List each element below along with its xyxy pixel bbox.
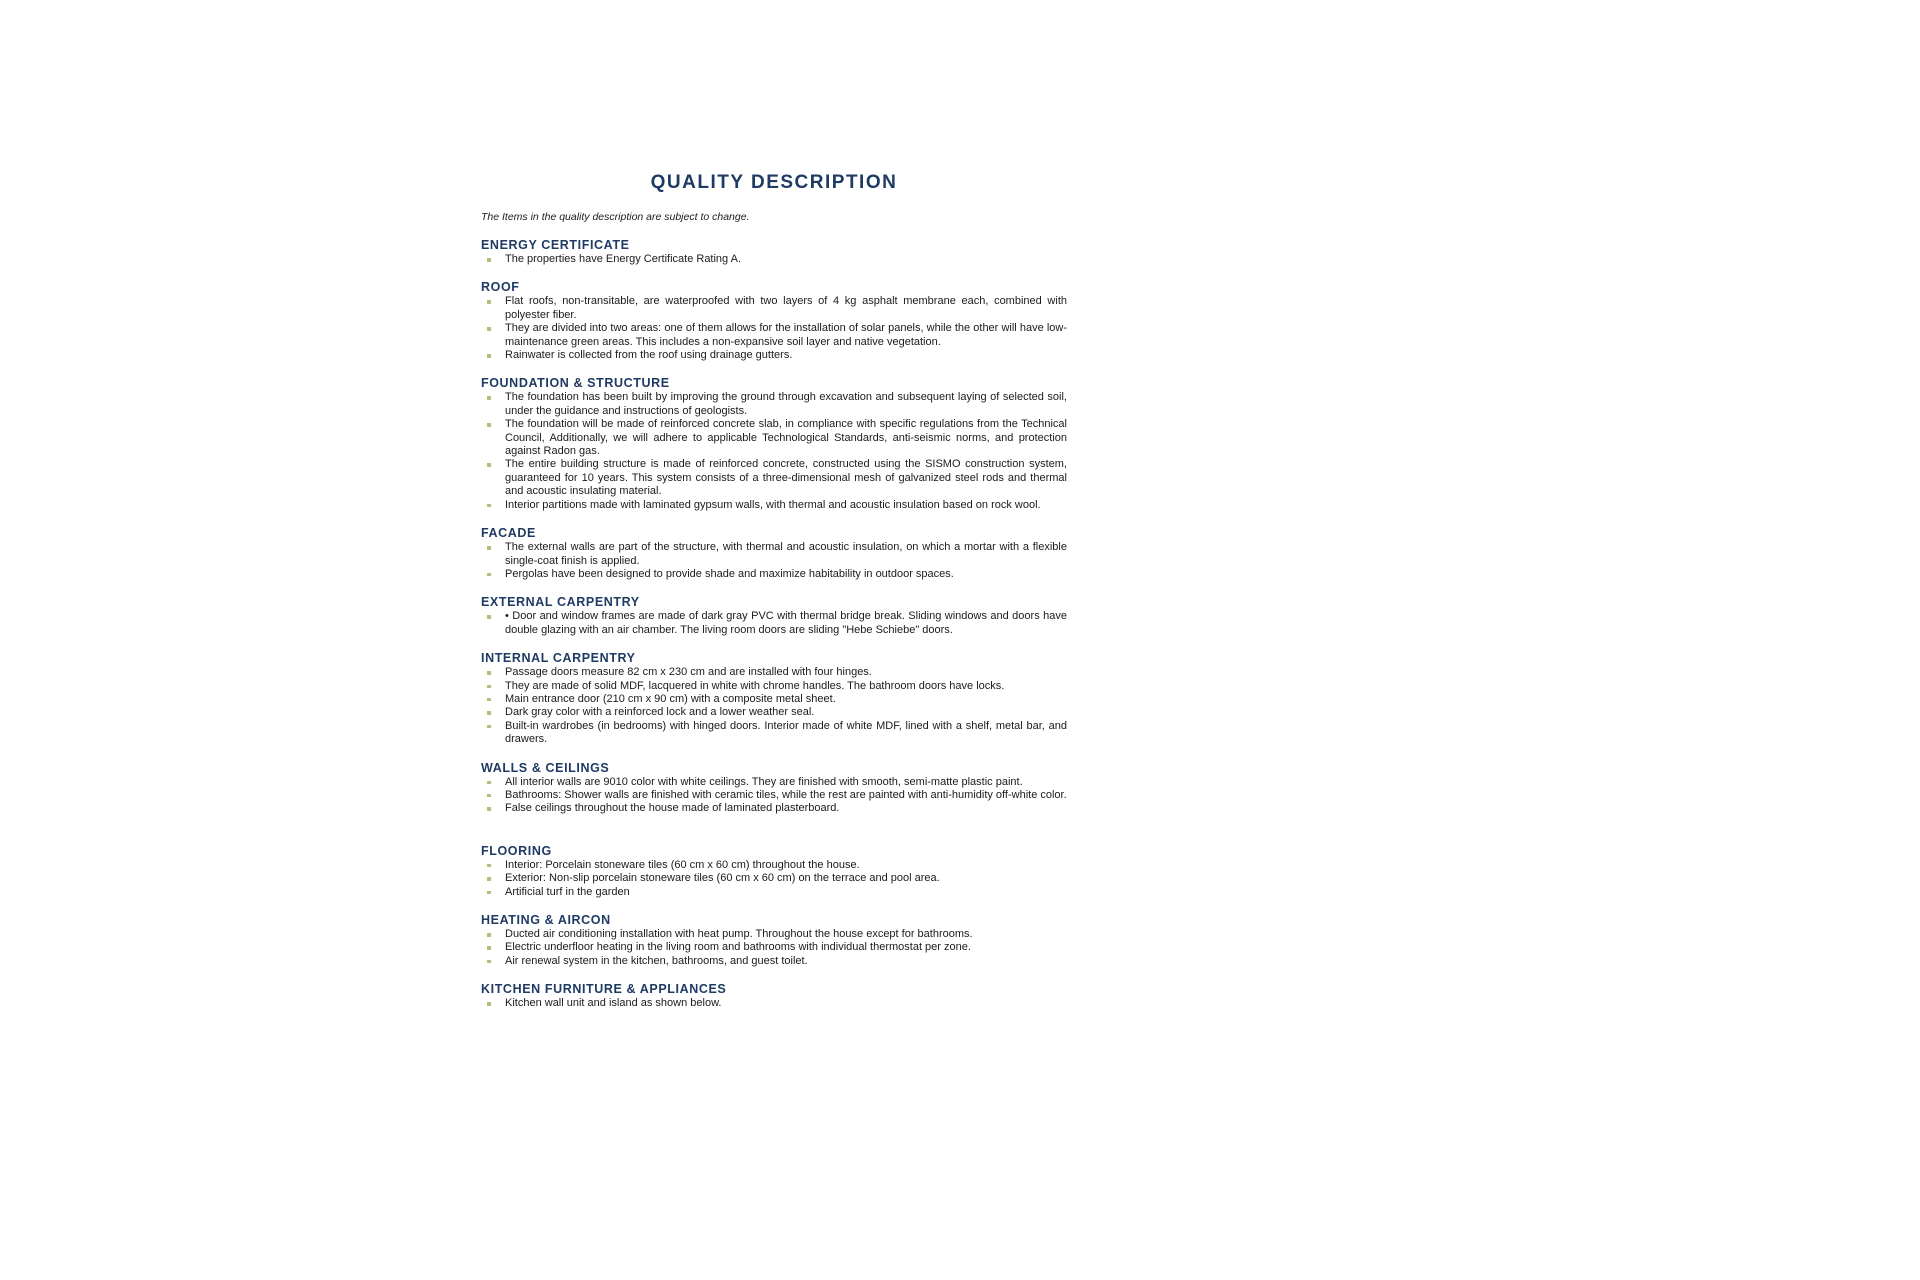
section-heading: HEATING & AIRCON	[481, 913, 611, 927]
section-walls-ceilings	[481, 761, 1067, 816]
bullet-icon	[481, 295, 505, 308]
list-item	[481, 391, 1067, 418]
list-item-text: Passage doors measure 82 cm x 230 cm and are installed with four hinges.	[505, 666, 872, 679]
list-item-text: They are divided into two areas: one of them allows for the installation of solar panels, while the other will have low-maintenance green areas. This includes a non-expansive soil layer and native vegetation.	[505, 322, 1067, 348]
list-item-text: Interior partitions made with laminated gypsum walls, with thermal and acoustic insulation based on rock wool.	[505, 498, 1041, 511]
list-item	[481, 541, 1067, 568]
list-item	[481, 499, 1067, 512]
bullet-icon	[481, 859, 505, 872]
list-item-text: • Door and window frames are made of dark gray PVC with thermal bridge break. Sliding windows and doors have double glazing with an air chamber. The living room doors are sliding "Hebe Schiebe" doors.	[505, 610, 1067, 636]
bullet-icon	[481, 955, 505, 968]
list-item-text: Artificial turf in the garden	[505, 885, 630, 898]
list-item-text: Pergolas have been designed to provide shade and maximize habitability in outdoor spaces.	[505, 567, 954, 580]
bullet-icon	[481, 997, 505, 1010]
bullet-icon	[481, 253, 505, 266]
bullet-icon	[481, 610, 505, 623]
document-page	[481, 172, 1067, 1011]
bullet-icon	[481, 928, 505, 941]
list-item-text: Built-in wardrobes (in bedrooms) with hinged doors. Interior made of white MDF, lined with a shelf, metal bar, and drawers.	[505, 719, 1067, 746]
bullet-icon	[481, 693, 505, 706]
list-item-text: Air renewal system in the kitchen, bathrooms, and guest toilet.	[505, 954, 808, 967]
list-item	[481, 349, 1067, 362]
list-item	[481, 720, 1067, 747]
bullet-icon	[481, 568, 505, 581]
list-item-text: Rainwater is collected from the roof using drainage gutters.	[505, 349, 793, 362]
list-item	[481, 955, 1067, 968]
bullet-icon	[481, 789, 505, 802]
section-heading: ROOF	[481, 280, 520, 295]
list-item-text: The properties have Energy Certificate Rating A.	[505, 253, 742, 265]
list-item-text: The entire building structure is made of reinforced concrete, constructed using the SISMO construction system, guaranteed for 10 years. This system consists of a three-dimensional mesh of galvanized steel rods and thermal and acoustic insulating material.	[505, 458, 1067, 498]
list-item-text: The foundation will be made of reinforced concrete slab, in compliance with specific regulations from the Technical Council, Additionally, we will adhere to applicable Technological Standards, anti-seismic norms, and protection against Radon gas.	[505, 418, 1067, 458]
section-roof	[481, 280, 1067, 362]
list-item-text: All interior walls are 9010 color with white ceilings. They are finished with smooth, semi-matte plastic paint.	[505, 775, 1023, 788]
section-foundation-structure	[481, 376, 1067, 512]
list-item-text: Interior: Porcelain stoneware tiles (60 cm x 60 cm) throughout the house.	[505, 858, 860, 871]
section-external-carpentry	[481, 595, 1067, 637]
list-item	[481, 693, 1067, 706]
list-item-text: Flat roofs, non-transitable, are waterproofed with two layers of 4 kg asphalt membrane each, combined with polyester fiber.	[505, 295, 1067, 321]
list-item	[481, 666, 1067, 679]
section-kitchen-furniture-appliances	[481, 982, 1067, 1010]
list-item	[481, 458, 1067, 498]
section-internal-carpentry	[481, 651, 1067, 746]
list-item-text: Electric underfloor heating in the living room and bathrooms with individual thermostat per zone.	[505, 941, 971, 954]
bullet-icon	[481, 872, 505, 885]
bullet-icon	[481, 541, 505, 554]
section-heading: KITCHEN FURNITURE & APPLIANCES	[481, 982, 727, 997]
section-heading: INTERNAL CARPENTRY	[481, 651, 636, 666]
section-heading: FACADE	[481, 526, 536, 541]
list-item	[481, 802, 1067, 815]
list-item	[481, 295, 1067, 322]
list-item	[481, 610, 1067, 637]
list-item	[481, 253, 1067, 266]
list-item-text: Kitchen wall unit and island as shown below.	[505, 997, 722, 1010]
list-item	[481, 859, 1067, 872]
section-heading: ENERGY CERTIFICATE	[481, 238, 630, 252]
section-heading: WALLS & CEILINGS	[481, 760, 610, 775]
bullet-icon	[481, 941, 505, 954]
bullet-icon	[481, 499, 505, 512]
bullet-icon	[481, 391, 505, 404]
section-heading: FLOORING	[481, 843, 552, 858]
list-item-text: Exterior: Non-slip porcelain stoneware tiles (60 cm x 60 cm) on the terrace and pool area.	[505, 872, 940, 885]
bullet-icon	[481, 418, 505, 431]
list-item	[481, 997, 1067, 1010]
list-item-text: They are made of solid MDF, lacquered in white with chrome handles. The bathroom doors have locks.	[505, 679, 1005, 692]
list-item	[481, 886, 1067, 899]
bullet-icon	[481, 680, 505, 693]
list-item-text: The foundation has been built by improving the ground through excavation and subsequent laying of selected soil, under the guidance and instructions of geologists.	[505, 391, 1067, 417]
section-energy-certificate	[481, 238, 1067, 266]
section-facade	[481, 526, 1067, 581]
section-heading: FOUNDATION & STRUCTURE	[481, 376, 670, 391]
bullet-icon	[481, 886, 505, 899]
bullet-icon	[481, 720, 505, 733]
list-item	[481, 322, 1067, 349]
bullet-icon	[481, 666, 505, 679]
bullet-icon	[481, 322, 505, 335]
section-heading: EXTERNAL CARPENTRY	[481, 595, 640, 610]
bullet-icon	[481, 706, 505, 719]
bullet-icon	[481, 349, 505, 362]
list-item-text: False ceilings throughout the house made of laminated plasterboard.	[505, 802, 840, 815]
list-item-text: Ducted air conditioning installation with heat pump. Throughout the house except for bathrooms.	[505, 928, 973, 940]
list-item	[481, 941, 1067, 954]
list-item	[481, 706, 1067, 719]
list-item-text: The external walls are part of the structure, with thermal and acoustic insulation, on which a mortar with a flexible single-coat finish is applied.	[505, 541, 1067, 567]
list-item	[481, 418, 1067, 458]
bullet-icon	[481, 802, 505, 815]
list-item-text: Bathrooms: Shower walls are finished with ceramic tiles, while the rest are painted with anti-humidity off-white color.	[505, 788, 1067, 801]
list-item	[481, 568, 1067, 581]
section-heating-aircon	[481, 913, 1067, 968]
page-title: QUALITY DESCRIPTION	[650, 172, 898, 193]
bullet-icon	[481, 458, 505, 471]
list-item-text: Dark gray color with a reinforced lock and a lower weather seal.	[505, 706, 815, 719]
list-item-text: Main entrance door (210 cm x 90 cm) with a composite metal sheet.	[505, 692, 836, 705]
list-item	[481, 872, 1067, 885]
section-flooring	[481, 844, 1067, 899]
list-item	[481, 776, 1067, 789]
bullet-icon	[481, 776, 505, 789]
disclaimer-text: The Items in the quality description are subject to change.	[481, 211, 750, 223]
list-item	[481, 928, 1067, 941]
list-item	[481, 789, 1067, 802]
list-item	[481, 680, 1067, 693]
